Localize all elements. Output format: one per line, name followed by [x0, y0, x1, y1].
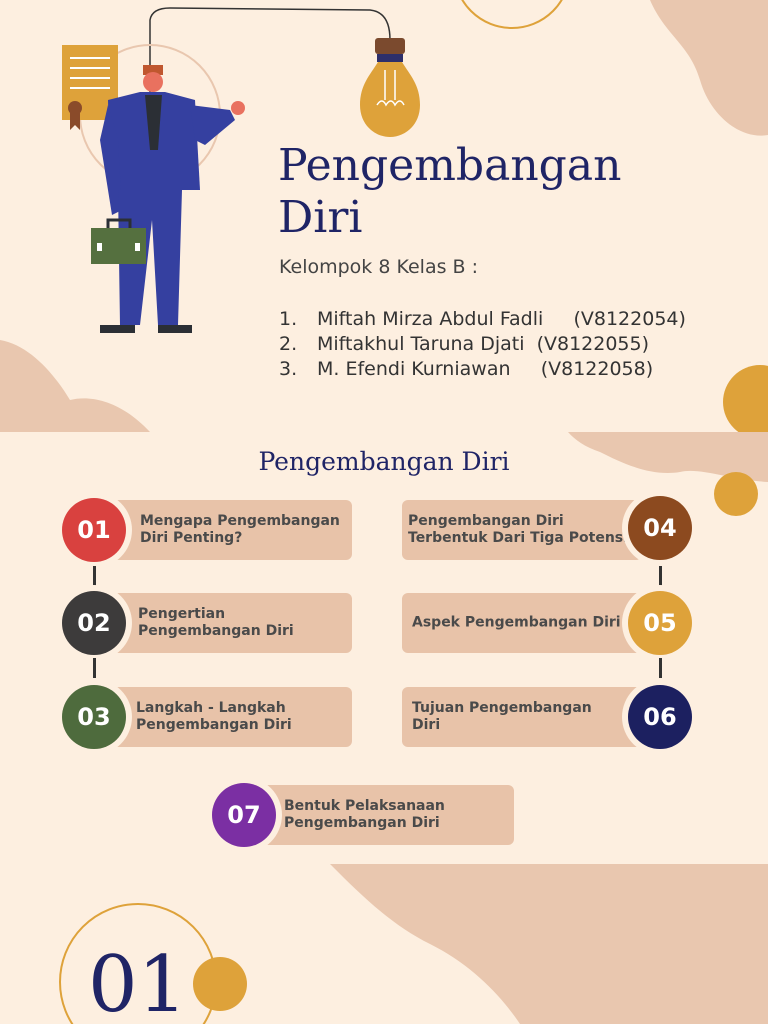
agenda-item-label: Aspek Pengembangan Diri	[412, 614, 621, 631]
cloud-shape	[0, 340, 150, 432]
member-number: 3.	[279, 358, 298, 380]
gold-circle	[714, 472, 758, 516]
agenda-item-label: Tujuan Pengembangan Diri	[412, 700, 592, 733]
gold-circle	[723, 365, 768, 432]
member-item	[279, 332, 686, 357]
section-number: 01	[88, 940, 188, 1024]
connector-line	[93, 566, 96, 586]
agenda-item-01[interactable]	[112, 500, 352, 560]
slide-agenda	[0, 432, 768, 864]
corner-blob	[650, 0, 768, 136]
agenda-number-badge: 07	[212, 783, 276, 847]
agenda-number-badge: 02	[62, 591, 126, 655]
agenda-item-03[interactable]	[112, 687, 352, 747]
outline-circle	[454, 0, 570, 28]
connector-line	[659, 658, 662, 678]
agenda-item-05[interactable]	[402, 593, 642, 653]
agenda-title: Pengembangan Diri	[258, 447, 510, 476]
agenda-number-badge: 04	[628, 496, 692, 560]
agenda-item-label: Mengapa Pengembangan Diri Penting?	[140, 513, 340, 546]
agenda-item-label: Pengembangan Diri Terbentuk Dari Tiga Potensi	[408, 513, 628, 546]
main-title-line2: Diri	[278, 192, 363, 243]
lightbulb-icon	[360, 38, 420, 137]
agenda-item-label: Langkah - Langkah Pengembangan Diri	[136, 700, 292, 733]
group-subtitle: Kelompok 8 Kelas B :	[279, 256, 479, 278]
gold-circle	[193, 957, 247, 1011]
agenda-item-label: Bentuk Pelaksanaan Pengembangan Diri	[284, 798, 445, 831]
member-name: Miftakhul Taruna Djati (V8122055)	[317, 333, 650, 355]
member-number: 2.	[279, 333, 298, 355]
agenda-number-badge: 05	[628, 591, 692, 655]
agenda-item-06[interactable]	[402, 687, 642, 747]
member-number: 1.	[279, 308, 298, 330]
agenda-item-label: Pengertian Pengembangan Diri	[138, 606, 294, 639]
corner-blob	[330, 864, 768, 1024]
agenda-item-02[interactable]	[112, 593, 352, 653]
agenda-number-badge: 03	[62, 685, 126, 749]
slide-section	[0, 864, 768, 1024]
agenda-item-07[interactable]	[262, 785, 514, 845]
lamp-wire	[150, 8, 390, 110]
main-title-line1: Pengembangan	[278, 140, 622, 191]
member-list	[279, 307, 686, 382]
member-item	[279, 357, 686, 382]
slide-title	[0, 0, 768, 432]
agenda-number-badge: 01	[62, 498, 126, 562]
member-item	[279, 307, 686, 332]
connector-line	[93, 658, 96, 678]
connector-line	[659, 566, 662, 586]
member-name: M. Efendi Kurniawan (V8122058)	[317, 358, 654, 380]
member-name: Miftah Mirza Abdul Fadli (V8122054)	[317, 308, 686, 330]
agenda-number-badge: 06	[628, 685, 692, 749]
agenda-item-04[interactable]	[402, 500, 642, 560]
main-title	[278, 140, 621, 244]
businessman-illustration	[91, 65, 245, 333]
